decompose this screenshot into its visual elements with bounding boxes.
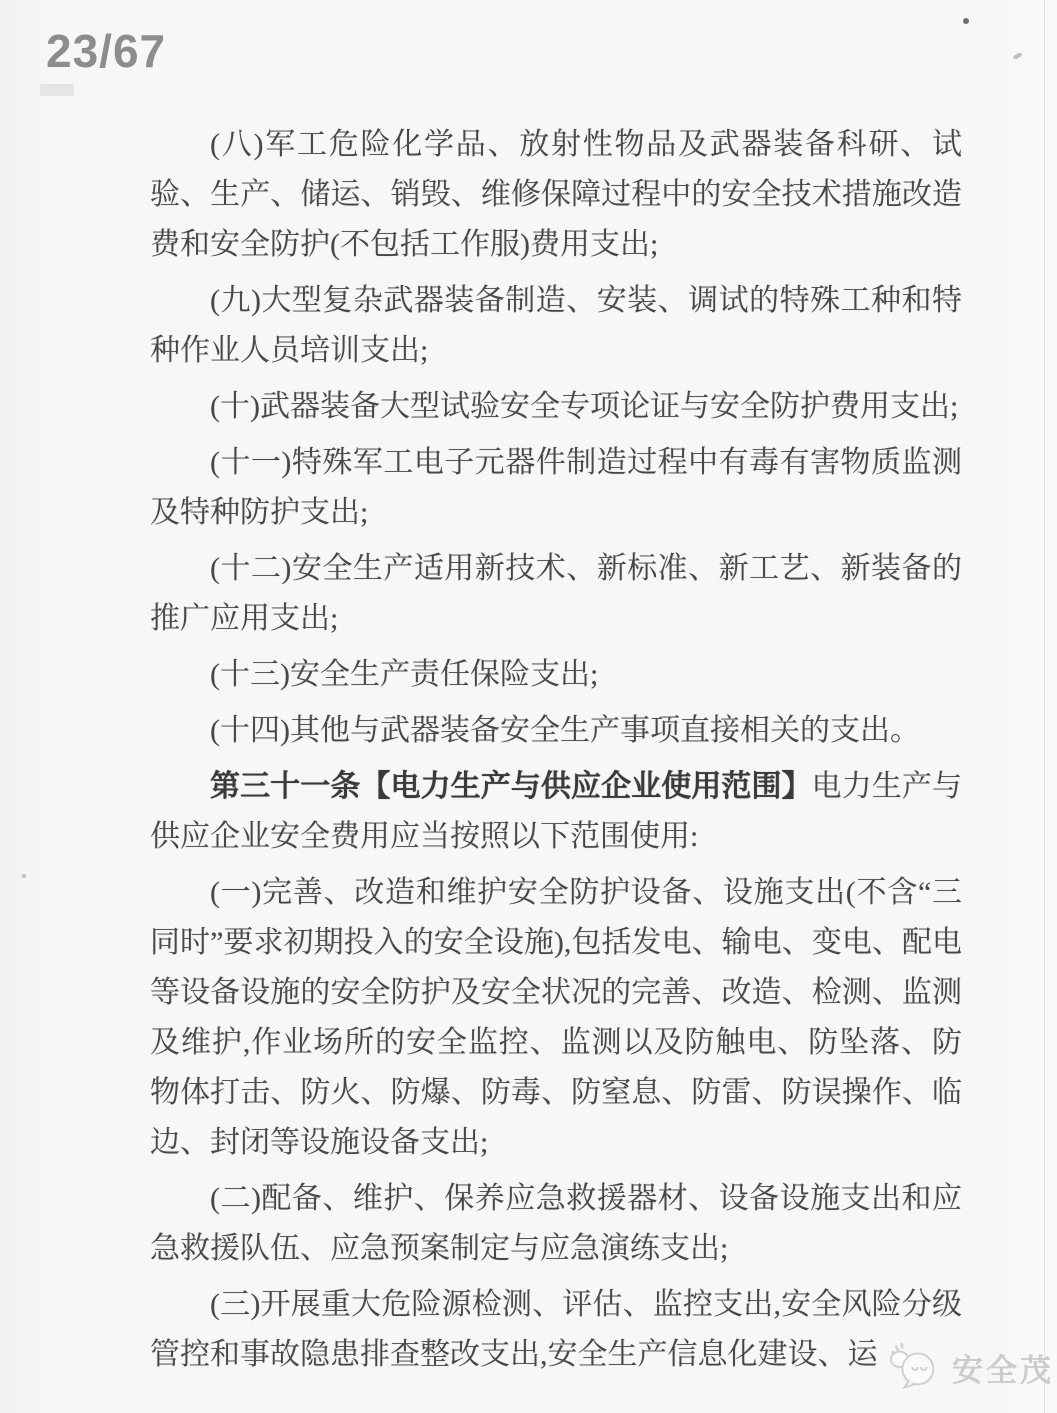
page-number: 23/67 xyxy=(46,25,167,77)
document-body xyxy=(150,120,962,1386)
paragraph: (八)军工危险化学品、放射性物品及武器装备科研、试验、生产、储运、销毁、维修保障过程中的安全技术措施改造费和安全防护(不包括工作服)费用支出; xyxy=(150,128,962,261)
paragraph: (十四)其他与武器装备安全生产事项直接相关的支出。 xyxy=(210,714,920,747)
watermark-label: 安全茂 xyxy=(952,1352,1054,1388)
scan-speck xyxy=(963,18,969,24)
page-edge-strip xyxy=(1045,0,1057,1413)
scan-smudge xyxy=(40,84,74,96)
paragraph: (二)配备、维护、保养应急救援器材、设备设施支出和应急救援队伍、应急预案制定与应急演练支出; xyxy=(150,1182,962,1265)
paragraph: (十三)安全生产责任保险支出; xyxy=(210,658,599,691)
paragraph: (九)大型复杂武器装备制造、安装、调试的特殊工种和特种作业人员培训支出; xyxy=(150,284,962,367)
paragraph: 第三十一条【电力生产与供应企业使用范围】电力生产与供应企业安全费用应当按照以下范围使用: xyxy=(150,770,963,853)
paragraph: (三)开展重大危险源检测、评估、监控支出,安全风险分级管控和事故隐患排查整改支出,安全生产信息化建设、运 xyxy=(150,1288,962,1371)
paragraph: (十二)安全生产适用新技术、新标准、新工艺、新装备的推广应用支出; xyxy=(150,552,962,635)
scan-speck xyxy=(1013,52,1023,60)
paragraph: (十一)特殊军工电子元器件制造过程中有毒有害物质监测及特种防护支出; xyxy=(150,446,962,529)
paragraph: (一)完善、改造和维护安全防护设备、设施支出(不含“三同时”要求初期投入的安全设施),包括发电、输电、变电、配电等设备设施的安全防护及安全状况的完善、改造、检测、监测及维护,作业场所的安全监控、监测以及防触电、防坠落、防物体打击、防火、防爆、防毒、防窒息、防雷、防误操作、临边、封闭等设施设备支出; xyxy=(150,876,962,1159)
paragraph: (十)武器装备大型试验安全专项论证与安全防护费用支出; xyxy=(210,390,959,423)
scan-speck xyxy=(22,874,26,878)
page-edge-line xyxy=(1044,0,1045,1413)
